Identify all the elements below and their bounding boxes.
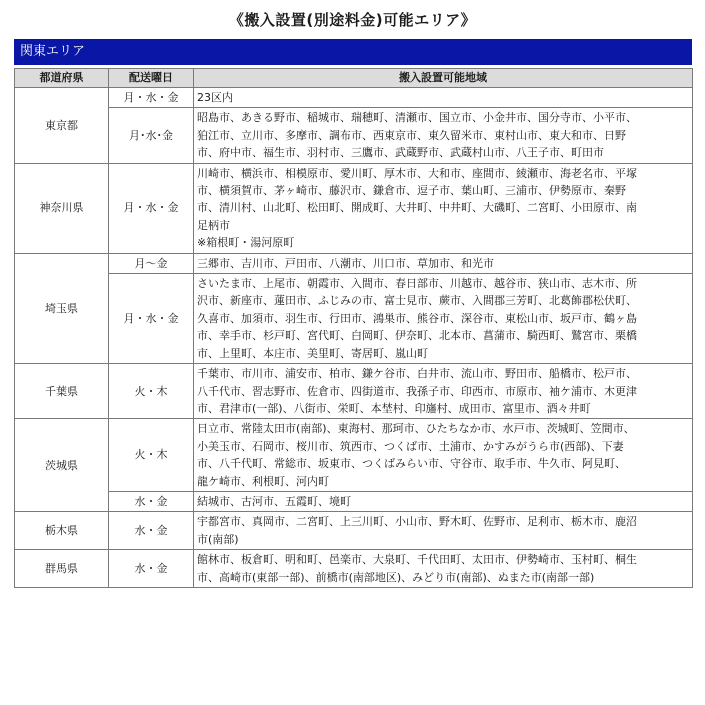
available-areas-cell xyxy=(194,419,693,492)
available-areas-cell xyxy=(194,364,693,419)
delivery-area-table xyxy=(14,68,693,588)
table-row xyxy=(15,419,693,492)
area-line: 市、横須賀市、茅ヶ崎市、藤沢市、鎌倉市、逗子市、葉山町、三浦市、伊勢原市、秦野 xyxy=(197,184,626,198)
prefecture-cell: 栃木県 xyxy=(15,512,109,550)
table-row xyxy=(15,163,693,253)
prefecture-cell: 茨城県 xyxy=(15,419,109,512)
table-row xyxy=(15,253,693,273)
area-line: 市、八千代町、常総市、坂東市、つくばみらい市、守谷市、取手市、牛久市、阿見町、 xyxy=(197,457,626,471)
area-line: 宇都宮市、真岡市、二宮町、上三川町、小山市、野木町、佐野市、足利市、栃木市、鹿沼 xyxy=(197,515,637,529)
delivery-days-cell: 水・金 xyxy=(109,491,194,511)
area-line: 23区内 xyxy=(197,91,233,104)
page-title: 《搬入設置(別途料金)可能エリア》 xyxy=(228,11,477,29)
delivery-days-cell: 火・木 xyxy=(109,419,194,492)
available-areas-cell xyxy=(194,88,693,108)
delivery-days-cell: 月・水・金 xyxy=(109,163,194,253)
available-areas-cell xyxy=(194,491,693,511)
area-line: ※箱根町・湯河原町 xyxy=(197,236,295,250)
area-line: 結城市、古河市、五霞町、境町 xyxy=(197,494,351,508)
table-row xyxy=(15,88,693,108)
delivery-days-cell: 月･水･金 xyxy=(109,108,194,163)
table-row xyxy=(15,491,693,511)
area-line: 市(南部) xyxy=(197,532,239,546)
area-line: 足柄市 xyxy=(197,218,230,232)
table-row xyxy=(15,512,693,550)
area-line: 久喜市、加須市、羽生市、行田市、鴻巣市、熊谷市、深谷市、東松山市、坂戸市、鶴ヶ島 xyxy=(197,311,637,325)
available-areas-cell xyxy=(194,512,693,550)
available-areas-cell xyxy=(194,253,693,273)
area-line: 三郷市、吉川市、戸田市、八潮市、川口市、草加市、和光市 xyxy=(197,256,494,270)
column-header-delivery-days: 配送曜日 xyxy=(109,69,194,88)
area-line: 市、清川村、山北町、松田町、開成町、大井町、中井町、大磯町、二宮町、小田原市、南 xyxy=(197,201,637,215)
column-header-available-areas: 搬入設置可能地域 xyxy=(194,69,693,88)
area-line: 昭島市、あきる野市、稲城市、瑞穂町、清瀬市、国立市、小金井市、国分寺市、小平市、 xyxy=(197,111,637,125)
available-areas-cell xyxy=(194,550,693,588)
prefecture-cell: 千葉県 xyxy=(15,364,109,419)
available-areas-cell xyxy=(194,163,693,253)
area-line: 市、君津市(一部)、八街市、栄町、本埜村、印旛村、成田市、富里市、酒々井町 xyxy=(197,401,591,415)
area-line: 日立市、常陸太田市(南部)、東海村、那珂市、ひたちなか市、水戸市、茨城町、笠間市、 xyxy=(197,422,635,436)
area-header: 関東エリア xyxy=(14,39,692,65)
area-line: 龍ケ崎市、利根町、河内町 xyxy=(197,474,329,488)
area-line: 小美玉市、石岡市、桜川市、筑西市、つくば市、土浦市、かすみがうら市(西部)、下妻 xyxy=(197,439,624,453)
area-line: 狛江市、立川市、多摩市、調布市、西東京市、東久留米市、東村山市、東大和市、日野 xyxy=(197,128,626,142)
delivery-days-cell: 火・木 xyxy=(109,364,194,419)
prefecture-cell: 埼玉県 xyxy=(15,253,109,363)
area-line: 市、府中市、福生市、羽村市、三鷹市、武蔵野市、武蔵村山市、八王子市、町田市 xyxy=(197,146,604,160)
prefecture-cell: 群馬県 xyxy=(15,550,109,588)
available-areas-cell xyxy=(194,274,693,364)
area-line: 館林市、板倉町、明和町、邑楽市、大泉町、千代田町、太田市、伊勢崎市、玉村町、桐生 xyxy=(197,553,637,567)
area-line: 八千代市、習志野市、佐倉市、四街道市、我孫子市、印西市、市原市、袖ケ浦市、木更津 xyxy=(197,384,637,398)
area-line: さいたま市、上尾市、朝霞市、入間市、春日部市、川越市、越谷市、狭山市、志木市、所 xyxy=(197,277,637,291)
delivery-days-cell: 水・金 xyxy=(109,512,194,550)
area-line: 沢市、新座市、蓮田市、ふじみの市、富士見市、蕨市、入間郡三芳町、北葛飾郡松伏町、 xyxy=(197,294,637,308)
delivery-days-cell: 月・水・金 xyxy=(109,88,194,108)
area-line: 川崎市、横浜市、相模原市、愛川町、厚木市、大和市、座間市、綾瀬市、海老名市、平塚 xyxy=(197,166,637,180)
prefecture-cell: 東京都 xyxy=(15,88,109,164)
table-row xyxy=(15,364,693,419)
delivery-days-cell: 月～金 xyxy=(109,253,194,273)
area-line: 市、高崎市(東部一部)、前橋市(南部地区)、みどり市(南部)、ぬまた市(南部一部) xyxy=(197,570,595,584)
area-line: 市、幸手市、杉戸町、宮代町、白岡町、伊奈町、北本市、菖蒲市、騎西町、鷲宮市、栗橋 xyxy=(197,329,637,343)
area-line: 市、上里町、本庄市、美里町、寄居町、嵐山町 xyxy=(197,346,428,360)
table-row xyxy=(15,274,693,364)
table-row xyxy=(15,550,693,588)
available-areas-cell xyxy=(194,108,693,163)
column-header-prefecture: 都道府県 xyxy=(15,69,109,88)
table-header-row xyxy=(15,69,693,88)
area-line: 千葉市、市川市、浦安市、柏市、鎌ケ谷市、白井市、流山市、野田市、船橋市、松戸市、 xyxy=(197,367,637,381)
table-row xyxy=(15,108,693,163)
delivery-days-cell: 水・金 xyxy=(109,550,194,588)
table-body xyxy=(15,88,693,588)
prefecture-cell: 神奈川県 xyxy=(15,163,109,253)
delivery-days-cell: 月・水・金 xyxy=(109,274,194,364)
